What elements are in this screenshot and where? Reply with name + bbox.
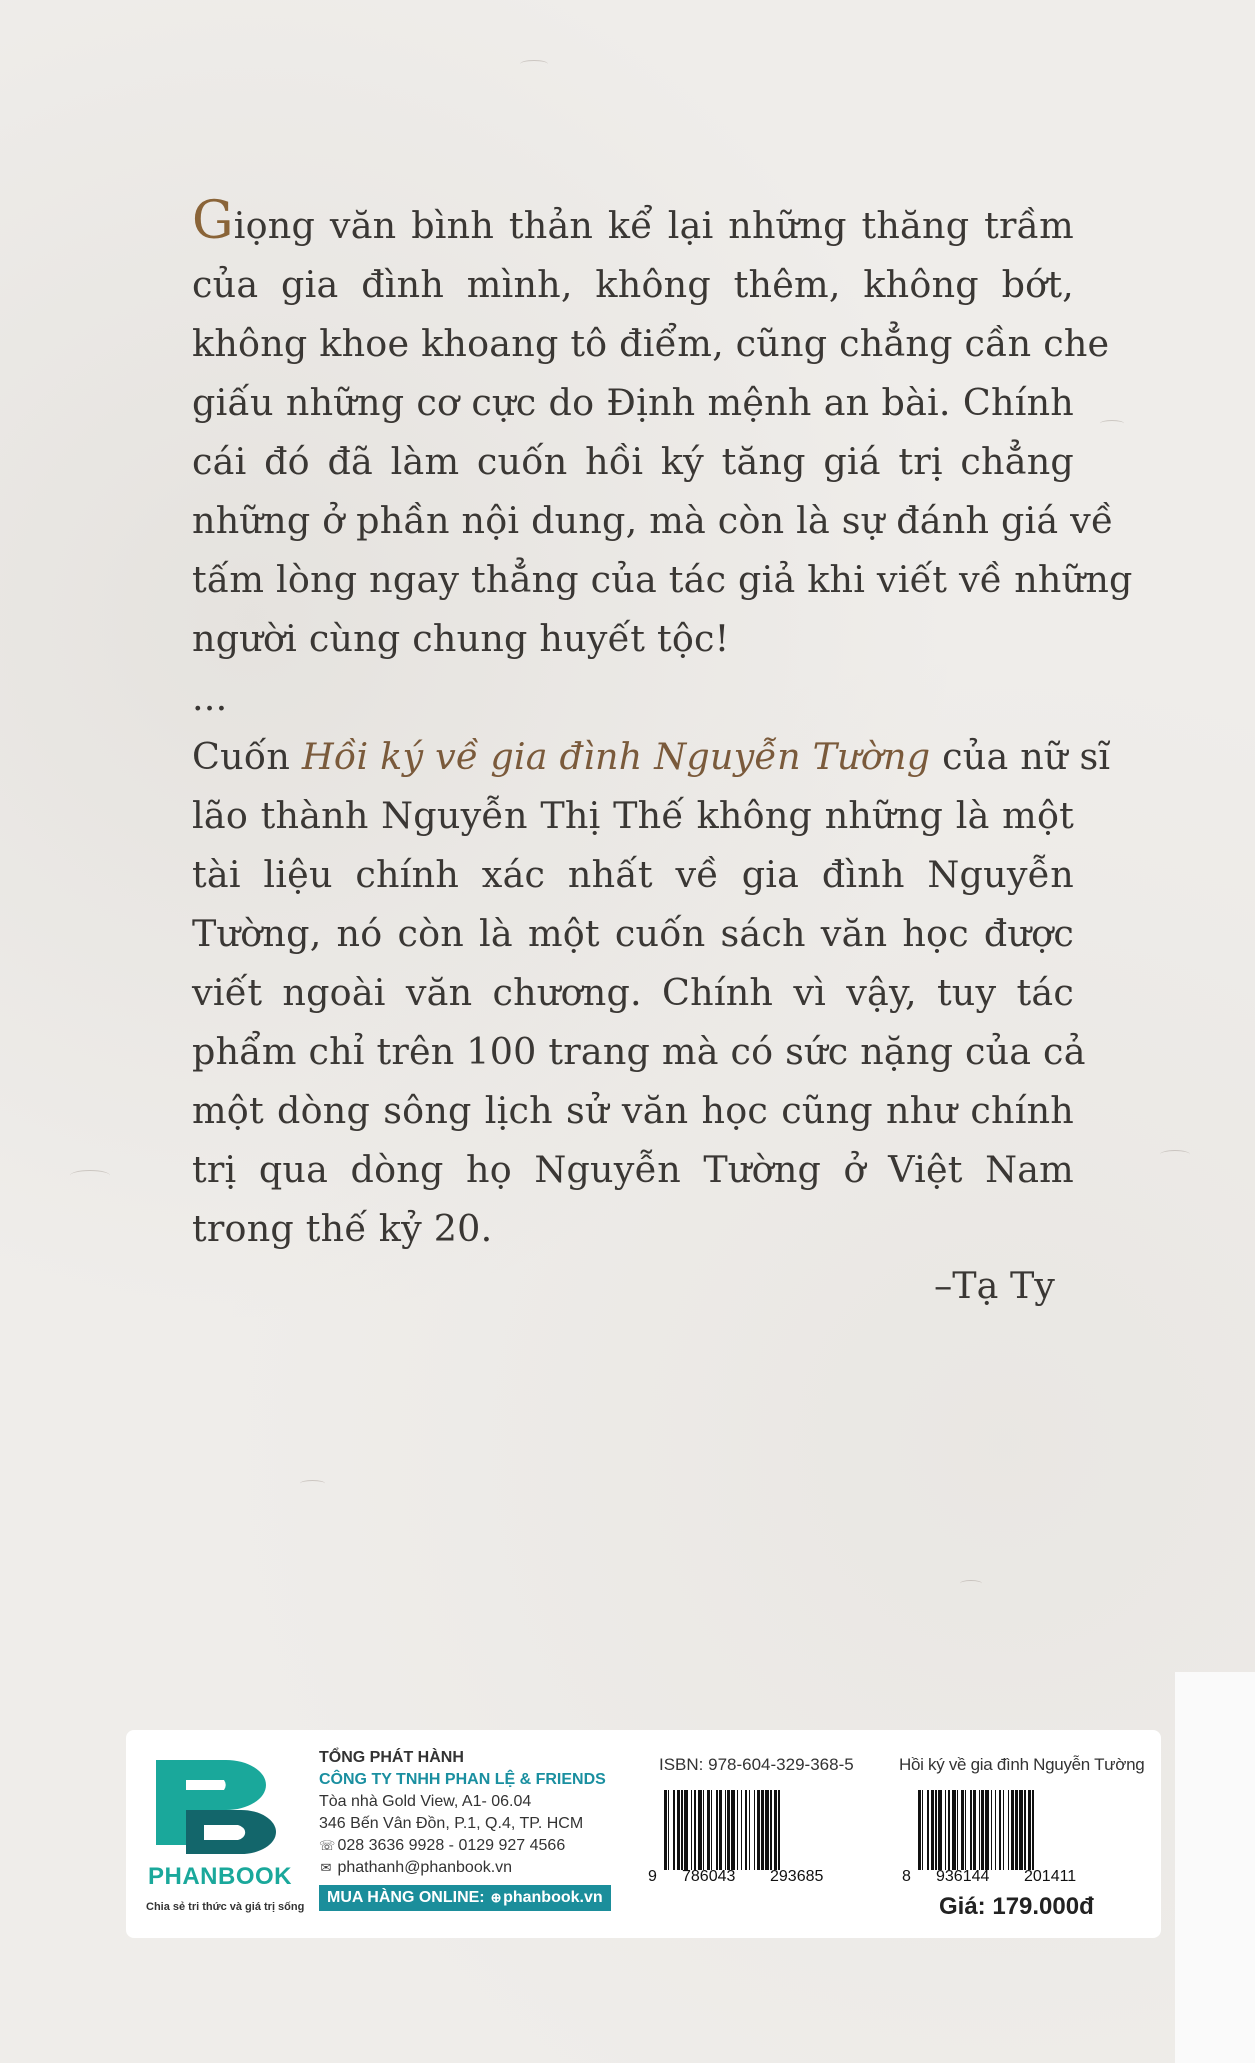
quote-line-with-title: Cuốn Hồi ký về gia đình Nguyễn Tường của nữ sĩ [192,735,1111,778]
drop-cap: G [192,191,234,251]
phanbook-logo-icon [146,1750,281,1855]
paper-fiber [1160,1150,1190,1159]
quote-line: người cùng chung huyết tộc! [192,617,730,660]
quote-line: Giọng văn bình thản kể lại những thăng trầm [192,191,1074,251]
page-edge-strip [1175,1672,1255,2063]
address-line: 346 Bến Vân Đồn, P.1, Q.4, TP. HCM [319,1815,584,1832]
barcode-digit: 8 [902,1868,911,1885]
quote-line: cái đó đã làm cuốn hồi ký tăng giá trị chẳng [192,440,1074,483]
barcode-bars [664,1790,854,1870]
barcode-digits: 293685 [770,1868,824,1885]
barcode-digits: 936144 [936,1868,990,1885]
back-cover-quote [192,191,1133,1258]
paper-fiber [300,1480,325,1487]
quote-line: những ở phần nội dung, mà còn là sự đánh giá về [192,499,1114,542]
quote-line: tấm lòng ngay thẳng của tác giả khi viết về những [192,558,1133,601]
barcode-bars [918,1790,1108,1870]
company-name: CÔNG TY TNHH PHAN LỆ & FRIENDS [319,1771,606,1788]
paper-fiber [1100,420,1124,427]
phone-row: ☏ 028 3636 9928 - 0129 927 4566 [319,1835,624,1857]
mail-icon: ✉ [320,1860,332,1875]
quote-line: phẩm chỉ trên 100 trang mà có sức nặng của cả [192,1030,1086,1073]
publisher-details [319,1747,624,1911]
quote-author: –Tạ Ty [934,1264,1055,1307]
quote-line: không khoe khoang tô điểm, cũng chẳng cần che [192,322,1110,365]
book-title-italic: Hồi ký về gia đình Nguyễn Tường [301,735,931,778]
paper-fiber [520,60,548,68]
quote-line: viết ngoài văn chương. Chính vì vậy, tuy tác [192,971,1074,1014]
book-title-label: Hồi ký về gia đình Nguyễn Tường [899,1755,1145,1774]
phone-icon: ☏ [319,1838,336,1853]
paper-fiber [70,1170,110,1181]
online-store-badge: MUA HÀNG ONLINE: ⊕phanbook.vn [319,1885,611,1911]
price-barcode [902,1790,1112,1885]
barcode-bar [1032,1790,1033,1870]
quote-line: trị qua dòng họ Nguyễn Tường ở Việt Nam [192,1148,1074,1191]
isbn-barcode [648,1790,858,1885]
barcode-digits: 201411 [1024,1868,1077,1885]
email-row: ✉ phathanh@phanbook.vn [319,1857,624,1879]
quote-line: của gia đình mình, không thêm, không bớt, [192,263,1074,306]
globe-icon: ⊕ [490,1890,502,1905]
address-line: Tòa nhà Gold View, A1- 06.04 [319,1793,532,1810]
distributor-heading: TỔNG PHÁT HÀNH [319,1749,464,1766]
quote-line: một dòng sông lịch sử văn học cũng như chính [192,1089,1074,1132]
isbn-label: ISBN: 978-604-329-368-5 [659,1755,854,1774]
publisher-info-card [126,1730,1161,1938]
quote-line: giấu những cơ cực do Định mệnh an bài. Chính [192,381,1074,424]
ellipsis-line: ... [192,676,228,719]
quote-line: lão thành Nguyễn Thị Thế không những là một [192,794,1074,837]
brand-tagline: Chia sẻ tri thức và giá trị sống [146,1901,305,1913]
quote-line: tài liệu chính xác nhất về gia đình Nguyễn [192,853,1074,896]
quote-line: Tường, nó còn là một cuốn sách văn học được [192,912,1074,955]
paper-fiber [960,1580,982,1587]
barcode-bar [778,1790,779,1870]
barcode-digits: 786043 [682,1868,736,1885]
quote-line: trong thế kỷ 20. [192,1207,493,1250]
brand-name: PHANBOOK [148,1863,293,1890]
barcode-digit: 9 [648,1868,657,1885]
price-label: Giá: 179.000đ [939,1893,1094,1920]
